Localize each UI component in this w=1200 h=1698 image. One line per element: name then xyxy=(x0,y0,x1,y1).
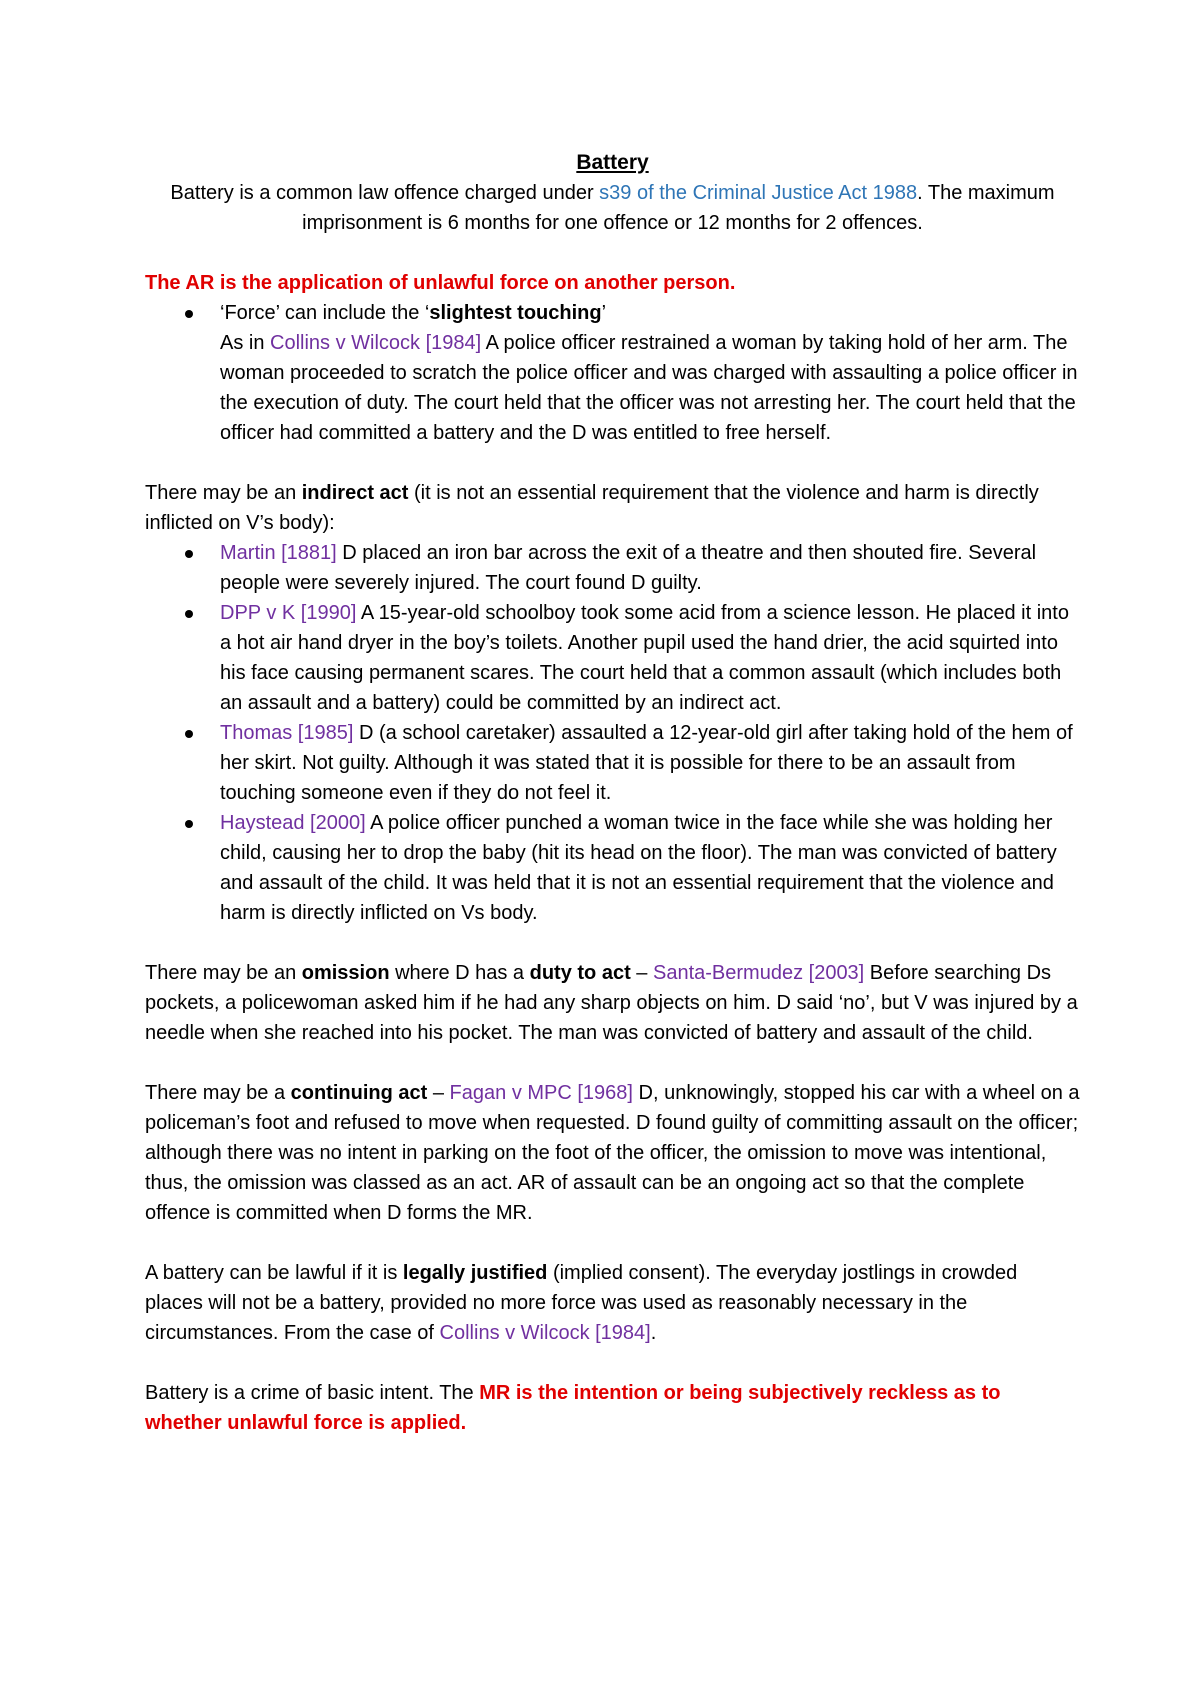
lawful-battery-paragraph: A battery can be lawful if it is legally justified (implied consent). The everyday jostlings in crowded places will not be a battery, provided no more force was used as reasonably necessary in the circumstances. From the case of Collins v Wilcock [1984]. xyxy=(145,1262,1018,1344)
case-summary: D (a school caretaker) assaulted a 12-year-old girl after taking hold of the hem of her skirt. Not guilty. Although it was stated that it is possible for there to be an assault from touching someone even if they do not feel it. xyxy=(220,722,1073,804)
ar-heading: The AR is the application of unlawful force on another person. xyxy=(145,272,736,294)
case-name: Thomas [1985] xyxy=(220,722,354,744)
case-summary: A 15-year-old schoolboy took some acid from a science lesson. He placed it into a hot air hand dryer in the boy’s toilets. Another pupil used the hand drier, the acid squirted into his face causing permanent scares. The court held that a common assault (which includes both an assault and a battery) could be committed by an indirect act. xyxy=(220,602,1069,714)
continuing-act-term: continuing act xyxy=(290,1082,428,1104)
case-name: Haystead [2000] xyxy=(220,812,366,834)
bullet-icon xyxy=(185,730,193,738)
legally-justified-term: legally justified xyxy=(402,1262,548,1284)
list-item xyxy=(145,808,1080,928)
omission-paragraph: There may be an omission where D has a duty to act – Santa-Bermudez [2003] Before searching Ds pockets, a policewoman asked him if he had any sharp objects on him. D said ‘no’, but V was injured by a needle when she reached into his pocket. The man was convicted of battery and assault of the child. xyxy=(145,962,1078,1044)
document-title: Battery xyxy=(576,151,649,174)
bullet-icon xyxy=(185,820,193,828)
force-item: ‘Force’ can include the ‘slightest touching’ As in Collins v Wilcock [1984] A police officer restrained a woman by taking hold of her arm. The woman proceeded to scratch the police officer and was charged with assaulting a police officer in the execution of duty. The court held that the officer was not arresting her. The court held that the officer had committed a battery and the D was entitled to free herself. xyxy=(145,298,1080,448)
case-name: Santa-Bermudez [2003] xyxy=(653,962,865,984)
intro-text: Battery is a common law offence charged under xyxy=(170,182,600,204)
case-name: DPP v K [1990] xyxy=(220,602,357,624)
case-summary: A police officer punched a woman twice in the face while she was holding her child, causing her to drop the baby (hit its head on the floor). The man was convicted of battery and assault of the child. It was held that it is not an essential requirement that the violence and harm is directly inflicted on Vs body. xyxy=(220,812,1057,924)
case-summary: D placed an iron bar across the exit of a theatre and then shouted fire. Several people were severely injured. The court found D guilty. xyxy=(220,542,1037,594)
omission-term: omission xyxy=(301,962,390,984)
case-summary: D, unknowingly, stopped his car with a wheel on a policeman’s foot and refused to move when requested. D found guilty of committing assault on the officer; although there was no intent in parking on the foot of the officer, the omission to move was intentional, thus, the omission was classed as an act. AR of assault can be an ongoing act so that the complete offence is committed when D forms the MR. xyxy=(145,1082,1080,1224)
case-summary: Before searching Ds pockets, a policewoman asked him if he had any sharp objects on him. D said ‘no’, but V was injured by a needle when she reached into his pocket. The man was convicted of battery and assault of the child. xyxy=(145,962,1078,1044)
mr-paragraph: Battery is a crime of basic intent. The MR is the intention or being subjectively reckless as to whether unlawful force is applied. xyxy=(145,1382,1001,1434)
list-item xyxy=(145,718,1080,808)
indirect-act-paragraph: There may be an indirect act (it is not an essential requirement that the violence and harm is directly inflicted on V’s body): xyxy=(145,482,1039,534)
list-item xyxy=(145,598,1080,718)
indirect-act-term: indirect act xyxy=(301,482,409,504)
case-name: Collins v Wilcock [1984] xyxy=(439,1322,651,1344)
list-item xyxy=(145,538,1080,598)
case-name: Fagan v MPC [1968] xyxy=(449,1082,633,1104)
case-name: Martin [1881] xyxy=(220,542,337,564)
continuing-act-paragraph: There may be a continuing act – Fagan v MPC [1968] D, unknowingly, stopped his car with a wheel on a policeman’s foot and refused to move when requested. D found guilty of committing assault on the officer; although there was no intent in parking on the foot of the officer, the omission to move was intentional, thus, the omission was classed as an act. AR of assault can be an ongoing act so that the complete offence is committed when D forms the MR. xyxy=(145,1082,1080,1224)
document-body xyxy=(145,148,1080,1438)
duty-to-act-term: duty to act xyxy=(529,962,631,984)
statute-reference: s39 of the Criminal Justice Act 1988 xyxy=(599,182,918,204)
bullet-icon xyxy=(185,610,193,618)
case-summary: A police officer restrained a woman by taking hold of her arm. The woman proceeded to scratch the police officer and was charged with assaulting a police officer in the execution of duty. The court held that the officer was not arresting her. The court held that the officer had committed a battery and the D was entitled to free herself. xyxy=(220,332,1078,444)
bullet-icon xyxy=(185,550,193,558)
force-list xyxy=(145,298,1080,448)
indirect-cases-list xyxy=(145,538,1080,928)
bullet-icon xyxy=(185,310,193,318)
mr-definition: MR is the intention or being subjectively reckless as to whether unlawful force is applied. xyxy=(145,1382,1001,1434)
case-name: Collins v Wilcock [1984] xyxy=(270,332,482,354)
intro-paragraph xyxy=(145,178,1080,238)
slightest-touching: slightest touching xyxy=(429,302,602,324)
intro-text-continued: . The maximum imprisonment is 6 months for one offence or 12 months for 2 offences. xyxy=(302,182,1055,234)
